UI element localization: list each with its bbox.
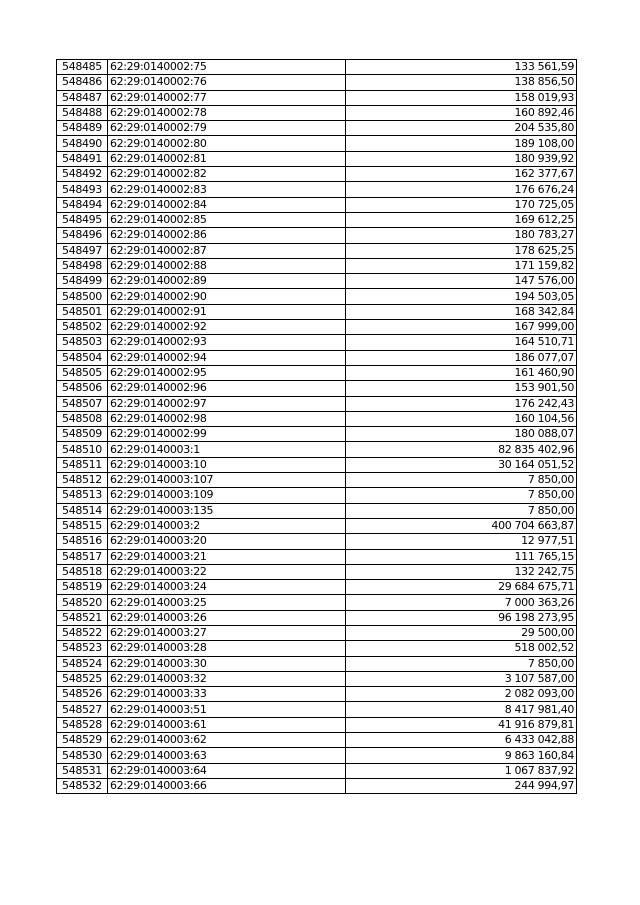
cadastral-value-cell: 153 901,50 <box>346 381 577 396</box>
cadastral-value-cell: 30 164 051,52 <box>346 457 577 472</box>
cadastral-number-cell: 62:29:0140002:80 <box>108 136 346 151</box>
cadastral-number-cell: 62:29:0140002:83 <box>108 182 346 197</box>
table-row <box>57 212 577 227</box>
cadastral-number-cell: 62:29:0140003:51 <box>108 702 346 717</box>
cadastral-value-cell: 7 850,00 <box>346 473 577 488</box>
row-id-cell: 548522 <box>57 625 108 640</box>
cadastral-value-cell: 204 535,80 <box>346 121 577 136</box>
cadastral-number-cell: 62:29:0140002:88 <box>108 258 346 273</box>
cadastral-number-cell: 62:29:0140003:10 <box>108 457 346 472</box>
row-id-cell: 548490 <box>57 136 108 151</box>
cadastral-value-cell: 400 704 663,87 <box>346 518 577 533</box>
cadastral-number-cell: 62:29:0140003:62 <box>108 733 346 748</box>
cadastral-value-cell: 176 676,24 <box>346 182 577 197</box>
cadastral-number-cell: 62:29:0140002:76 <box>108 75 346 90</box>
cadastral-number-cell: 62:29:0140002:86 <box>108 228 346 243</box>
row-id-cell: 548530 <box>57 748 108 763</box>
cadastral-number-cell: 62:29:0140003:1 <box>108 442 346 457</box>
row-id-cell: 548532 <box>57 778 108 793</box>
cadastral-number-cell: 62:29:0140003:63 <box>108 748 346 763</box>
cadastral-value-cell: 194 503,05 <box>346 289 577 304</box>
row-id-cell: 548520 <box>57 595 108 610</box>
cadastral-value-cell: 171 159,82 <box>346 258 577 273</box>
table-row <box>57 610 577 625</box>
row-id-cell: 548514 <box>57 503 108 518</box>
cadastral-number-cell: 62:29:0140003:33 <box>108 687 346 702</box>
table-row <box>57 75 577 90</box>
cadastral-number-cell: 62:29:0140003:28 <box>108 641 346 656</box>
cadastral-value-cell: 162 377,67 <box>346 167 577 182</box>
cadastral-value-cell: 147 576,00 <box>346 274 577 289</box>
cadastral-number-cell: 62:29:0140003:30 <box>108 656 346 671</box>
row-id-cell: 548500 <box>57 289 108 304</box>
cadastral-number-cell: 62:29:0140003:24 <box>108 580 346 595</box>
row-id-cell: 548486 <box>57 75 108 90</box>
cadastral-number-cell: 62:29:0140002:96 <box>108 381 346 396</box>
cadastral-number-cell: 62:29:0140003:2 <box>108 518 346 533</box>
cadastral-number-cell: 62:29:0140003:109 <box>108 488 346 503</box>
cadastral-value-cell: 7 850,00 <box>346 503 577 518</box>
row-id-cell: 548498 <box>57 258 108 273</box>
cadastral-value-cell: 96 198 273,95 <box>346 610 577 625</box>
cadastral-number-cell: 62:29:0140003:25 <box>108 595 346 610</box>
cadastral-number-cell: 62:29:0140003:21 <box>108 549 346 564</box>
cadastral-number-cell: 62:29:0140003:66 <box>108 778 346 793</box>
row-id-cell: 548493 <box>57 182 108 197</box>
row-id-cell: 548526 <box>57 687 108 702</box>
row-id-cell: 548529 <box>57 733 108 748</box>
table-row <box>57 473 577 488</box>
row-id-cell: 548488 <box>57 105 108 120</box>
row-id-cell: 548506 <box>57 381 108 396</box>
cadastral-number-cell: 62:29:0140002:95 <box>108 365 346 380</box>
row-id-cell: 548515 <box>57 518 108 533</box>
table-row <box>57 488 577 503</box>
cadastral-number-cell: 62:29:0140002:87 <box>108 243 346 258</box>
table-row <box>57 733 577 748</box>
cadastral-value-cell: 29 500,00 <box>346 625 577 640</box>
cadastral-number-cell: 62:29:0140002:75 <box>108 60 346 75</box>
cadastral-value-cell: 168 342,84 <box>346 304 577 319</box>
table-row <box>57 136 577 151</box>
table-row <box>57 549 577 564</box>
cadastral-value-table <box>56 59 577 794</box>
cadastral-value-cell: 170 725,05 <box>346 197 577 212</box>
table-row <box>57 580 577 595</box>
cadastral-value-cell: 176 242,43 <box>346 396 577 411</box>
table-row <box>57 167 577 182</box>
table-row <box>57 641 577 656</box>
row-id-cell: 548504 <box>57 350 108 365</box>
cadastral-number-cell: 62:29:0140002:81 <box>108 151 346 166</box>
table-row <box>57 228 577 243</box>
table-row <box>57 289 577 304</box>
row-id-cell: 548511 <box>57 457 108 472</box>
row-id-cell: 548485 <box>57 60 108 75</box>
row-id-cell: 548496 <box>57 228 108 243</box>
cadastral-number-cell: 62:29:0140003:20 <box>108 534 346 549</box>
cadastral-value-cell: 133 561,59 <box>346 60 577 75</box>
cadastral-value-cell: 41 916 879,81 <box>346 717 577 732</box>
row-id-cell: 548499 <box>57 274 108 289</box>
cadastral-value-cell: 160 104,56 <box>346 411 577 426</box>
cadastral-value-cell: 180 088,07 <box>346 427 577 442</box>
cadastral-value-cell: 160 892,46 <box>346 105 577 120</box>
cadastral-value-cell: 3 107 587,00 <box>346 671 577 686</box>
table-row <box>57 411 577 426</box>
cadastral-number-cell: 62:29:0140002:94 <box>108 350 346 365</box>
cadastral-number-cell: 62:29:0140002:91 <box>108 304 346 319</box>
cadastral-value-cell: 180 783,27 <box>346 228 577 243</box>
row-id-cell: 548523 <box>57 641 108 656</box>
row-id-cell: 548489 <box>57 121 108 136</box>
row-id-cell: 548510 <box>57 442 108 457</box>
table-row <box>57 304 577 319</box>
cadastral-value-cell: 518 002,52 <box>346 641 577 656</box>
cadastral-value-cell: 132 242,75 <box>346 564 577 579</box>
cadastral-number-cell: 62:29:0140002:84 <box>108 197 346 212</box>
cadastral-number-cell: 62:29:0140003:64 <box>108 763 346 778</box>
cadastral-number-cell: 62:29:0140002:90 <box>108 289 346 304</box>
cadastral-number-cell: 62:29:0140002:78 <box>108 105 346 120</box>
cadastral-number-cell: 62:29:0140002:99 <box>108 427 346 442</box>
table-row <box>57 396 577 411</box>
table-row <box>57 335 577 350</box>
row-id-cell: 548517 <box>57 549 108 564</box>
row-id-cell: 548492 <box>57 167 108 182</box>
cadastral-number-cell: 62:29:0140002:92 <box>108 320 346 335</box>
table-row <box>57 687 577 702</box>
table-row <box>57 702 577 717</box>
row-id-cell: 548502 <box>57 320 108 335</box>
cadastral-value-cell: 12 977,51 <box>346 534 577 549</box>
table-row <box>57 503 577 518</box>
table-row <box>57 564 577 579</box>
table-row <box>57 427 577 442</box>
row-id-cell: 548508 <box>57 411 108 426</box>
table-row <box>57 151 577 166</box>
table-row <box>57 243 577 258</box>
row-id-cell: 548501 <box>57 304 108 319</box>
table-row <box>57 121 577 136</box>
row-id-cell: 548509 <box>57 427 108 442</box>
row-id-cell: 548525 <box>57 671 108 686</box>
table-row <box>57 365 577 380</box>
cadastral-value-cell: 186 077,07 <box>346 350 577 365</box>
cadastral-value-cell: 7 850,00 <box>346 656 577 671</box>
table-row <box>57 182 577 197</box>
table-row <box>57 671 577 686</box>
cadastral-number-cell: 62:29:0140002:98 <box>108 411 346 426</box>
cadastral-number-cell: 62:29:0140003:27 <box>108 625 346 640</box>
table-row <box>57 457 577 472</box>
table-row <box>57 778 577 793</box>
cadastral-value-cell: 189 108,00 <box>346 136 577 151</box>
table-row <box>57 518 577 533</box>
cadastral-value-cell: 9 863 160,84 <box>346 748 577 763</box>
cadastral-value-cell: 158 019,93 <box>346 90 577 105</box>
row-id-cell: 548513 <box>57 488 108 503</box>
cadastral-value-cell: 82 835 402,96 <box>346 442 577 457</box>
row-id-cell: 548531 <box>57 763 108 778</box>
row-id-cell: 548512 <box>57 473 108 488</box>
row-id-cell: 548487 <box>57 90 108 105</box>
row-id-cell: 548521 <box>57 610 108 625</box>
cadastral-value-cell: 7 000 363,26 <box>346 595 577 610</box>
row-id-cell: 548497 <box>57 243 108 258</box>
cadastral-number-cell: 62:29:0140003:26 <box>108 610 346 625</box>
table-row <box>57 625 577 640</box>
cadastral-value-cell: 178 625,25 <box>346 243 577 258</box>
cadastral-number-cell: 62:29:0140002:85 <box>108 212 346 227</box>
cadastral-value-cell: 1 067 837,92 <box>346 763 577 778</box>
table-row <box>57 274 577 289</box>
row-id-cell: 548516 <box>57 534 108 549</box>
cadastral-number-cell: 62:29:0140002:89 <box>108 274 346 289</box>
table-row <box>57 748 577 763</box>
cadastral-number-cell: 62:29:0140003:135 <box>108 503 346 518</box>
table-row <box>57 105 577 120</box>
row-id-cell: 548519 <box>57 580 108 595</box>
table-row <box>57 595 577 610</box>
cadastral-value-cell: 2 082 093,00 <box>346 687 577 702</box>
table-row <box>57 258 577 273</box>
cadastral-number-cell: 62:29:0140003:107 <box>108 473 346 488</box>
table-row <box>57 320 577 335</box>
row-id-cell: 548528 <box>57 717 108 732</box>
table-row <box>57 717 577 732</box>
table-row <box>57 197 577 212</box>
table-body <box>57 60 577 794</box>
cadastral-value-cell: 169 612,25 <box>346 212 577 227</box>
cadastral-number-cell: 62:29:0140002:79 <box>108 121 346 136</box>
table-row <box>57 534 577 549</box>
cadastral-value-cell: 167 999,00 <box>346 320 577 335</box>
row-id-cell: 548495 <box>57 212 108 227</box>
cadastral-value-cell: 244 994,97 <box>346 778 577 793</box>
cadastral-number-cell: 62:29:0140003:22 <box>108 564 346 579</box>
cadastral-number-cell: 62:29:0140003:32 <box>108 671 346 686</box>
cadastral-value-cell: 29 684 675,71 <box>346 580 577 595</box>
row-id-cell: 548507 <box>57 396 108 411</box>
row-id-cell: 548491 <box>57 151 108 166</box>
table-row <box>57 90 577 105</box>
row-id-cell: 548524 <box>57 656 108 671</box>
table-row <box>57 442 577 457</box>
cadastral-number-cell: 62:29:0140003:61 <box>108 717 346 732</box>
cadastral-number-cell: 62:29:0140002:97 <box>108 396 346 411</box>
cadastral-value-cell: 164 510,71 <box>346 335 577 350</box>
table-row <box>57 350 577 365</box>
cadastral-value-cell: 6 433 042,88 <box>346 733 577 748</box>
row-id-cell: 548494 <box>57 197 108 212</box>
cadastral-value-cell: 7 850,00 <box>346 488 577 503</box>
cadastral-value-cell: 111 765,15 <box>346 549 577 564</box>
row-id-cell: 548505 <box>57 365 108 380</box>
table-row <box>57 763 577 778</box>
cadastral-number-cell: 62:29:0140002:93 <box>108 335 346 350</box>
cadastral-value-cell: 8 417 981,40 <box>346 702 577 717</box>
row-id-cell: 548527 <box>57 702 108 717</box>
cadastral-value-cell: 180 939,92 <box>346 151 577 166</box>
cadastral-value-cell: 138 856,50 <box>346 75 577 90</box>
row-id-cell: 548503 <box>57 335 108 350</box>
table-row <box>57 656 577 671</box>
table-row <box>57 60 577 75</box>
table-row <box>57 381 577 396</box>
cadastral-number-cell: 62:29:0140002:77 <box>108 90 346 105</box>
cadastral-value-cell: 161 460,90 <box>346 365 577 380</box>
cadastral-number-cell: 62:29:0140002:82 <box>108 167 346 182</box>
row-id-cell: 548518 <box>57 564 108 579</box>
